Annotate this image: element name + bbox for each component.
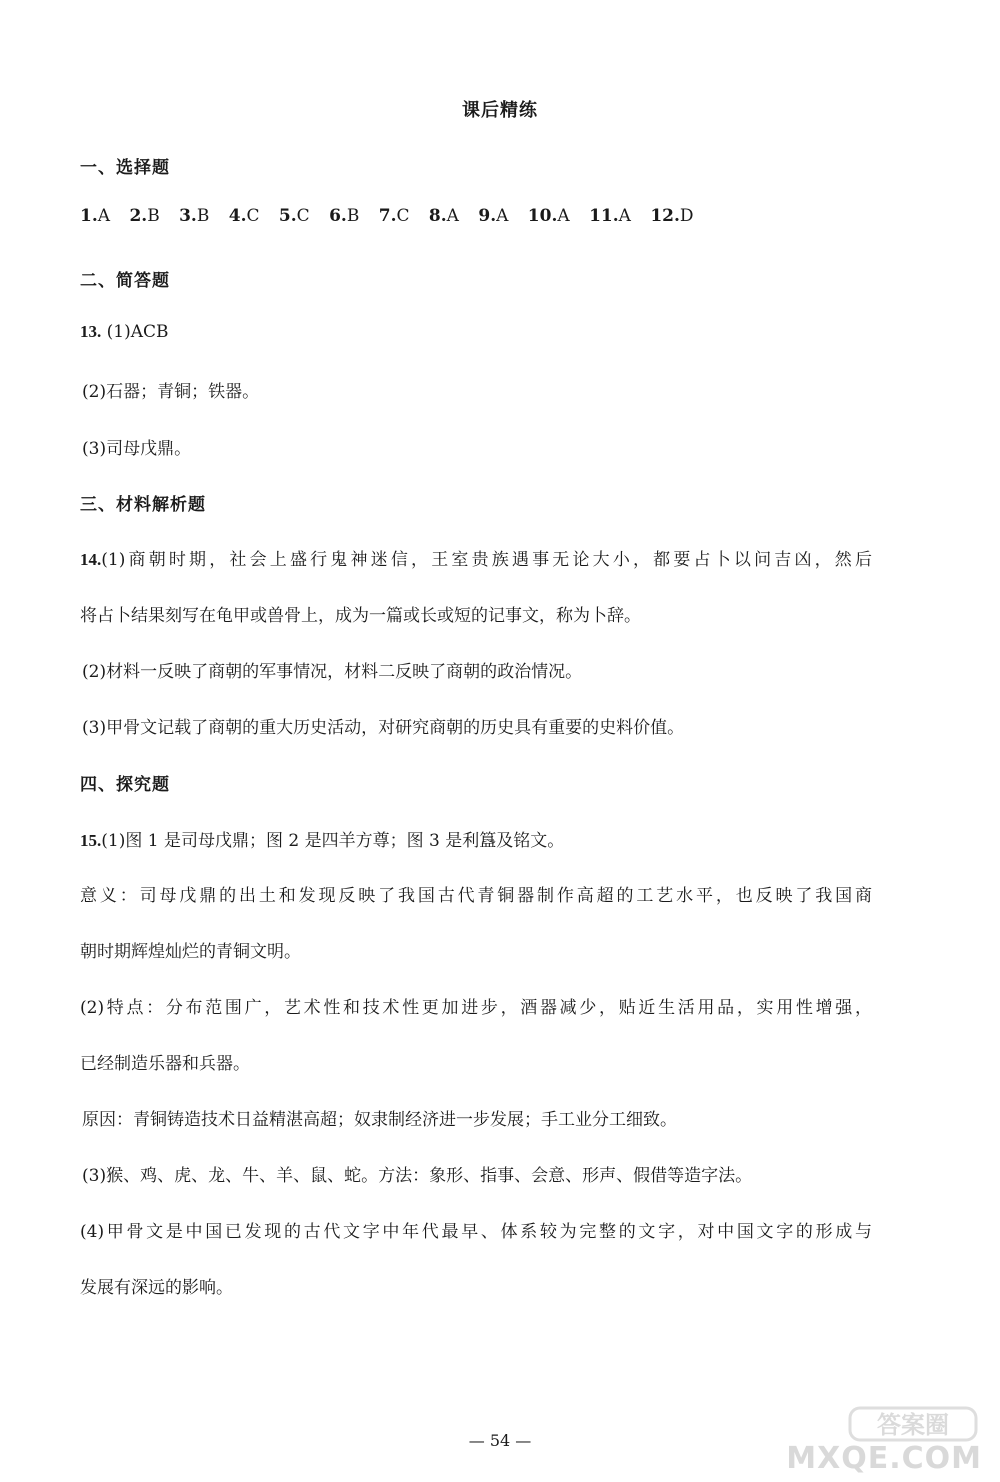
svg-text:答案圈: 答案圈 bbox=[877, 1411, 949, 1439]
q14-number: 14. bbox=[80, 550, 102, 569]
q14-line-2: 将占卜结果刻写在龟甲或兽骨上，成为一篇或长或短的记事文，称为卜辞。 bbox=[80, 606, 641, 626]
watermark-text: MXQE.COM bbox=[786, 1441, 982, 1476]
q15-line-1: 15.(1)图 1 是司母戊鼎；图 2 是四羊方尊；图 3 是利簋及铭文。 bbox=[80, 831, 565, 851]
answer-1: 1.A bbox=[80, 206, 111, 226]
answer-3: 3.B bbox=[179, 206, 210, 226]
q13-number: 13. bbox=[80, 322, 102, 341]
answer-10: 10.A bbox=[527, 206, 570, 226]
q15-meaning-line-2: 朝时期辉煌灿烂的青铜文明。 bbox=[80, 942, 301, 962]
q15-feature-line-2: 已经制造乐器和兵器。 bbox=[80, 1054, 250, 1074]
answer-11: 11.A bbox=[589, 206, 631, 226]
q14-line-3: (2)材料一反映了商朝的军事情况，材料二反映了商朝的政治情况。 bbox=[82, 662, 583, 682]
q13-line-1: 13. (1)ACB bbox=[80, 322, 169, 342]
q15-reason-line: 原因：青铜铸造技术日益精湛高超；奴隶制经济进一步发展；手工业分工细致。 bbox=[82, 1110, 677, 1130]
q15-feature-line-1: (2)特点：分布范围广，艺术性和技术性更加进步，酒器减少，贴近生活用品，实用性增强， bbox=[80, 998, 872, 1018]
section-heading-short-answer: 二、简答题 bbox=[80, 271, 170, 291]
section-heading-material: 三、材料解析题 bbox=[80, 495, 206, 515]
q15-line-4a: (4)甲骨文是中国已发现的古代文字中年代最早、体系较为完整的文字，对中国文字的形成与 bbox=[80, 1222, 872, 1242]
q15-number: 15. bbox=[80, 831, 102, 850]
answer-4: 4.C bbox=[228, 206, 260, 226]
watermark-logo bbox=[848, 1406, 978, 1442]
page-title: 课后精练 bbox=[462, 100, 538, 121]
answer-2: 2.B bbox=[129, 206, 160, 226]
q15-line-3: (3)猴、鸡、虎、龙、牛、羊、鼠、蛇。方法：象形、指事、会意、形声、假借等造字法。 bbox=[82, 1166, 753, 1186]
choice-answers bbox=[80, 206, 708, 226]
section-heading-inquiry: 四、探究题 bbox=[80, 775, 170, 795]
q15-meaning-line-1: 意义：司母戊鼎的出土和发现反映了我国古代青铜器制作高超的工艺水平，也反映了我国商 bbox=[80, 886, 872, 906]
q14-line-4: (3)甲骨文记载了商朝的重大历史活动，对研究商朝的历史具有重要的史料价值。 bbox=[82, 718, 685, 738]
answer-6: 6.B bbox=[329, 206, 360, 226]
page-number: — 54 — bbox=[468, 1431, 532, 1450]
q13-line-2: (2)石器；青铜；铁器。 bbox=[82, 382, 260, 402]
answer-9: 9.A bbox=[478, 206, 509, 226]
answer-8: 8.A bbox=[428, 206, 459, 226]
q14-line-1: 14.(1)商朝时期，社会上盛行鬼神迷信，王室贵族遇事无论大小，都要占卜以问吉凶，然后 bbox=[80, 550, 872, 570]
answer-7: 7.C bbox=[378, 206, 410, 226]
q13-line-3: (3)司母戊鼎。 bbox=[82, 439, 192, 459]
section-heading-choice: 一、选择题 bbox=[80, 158, 170, 178]
q15-line-4b: 发展有深远的影响。 bbox=[80, 1278, 233, 1298]
answer-5: 5.C bbox=[278, 206, 310, 226]
answer-12: 12.D bbox=[650, 206, 694, 226]
